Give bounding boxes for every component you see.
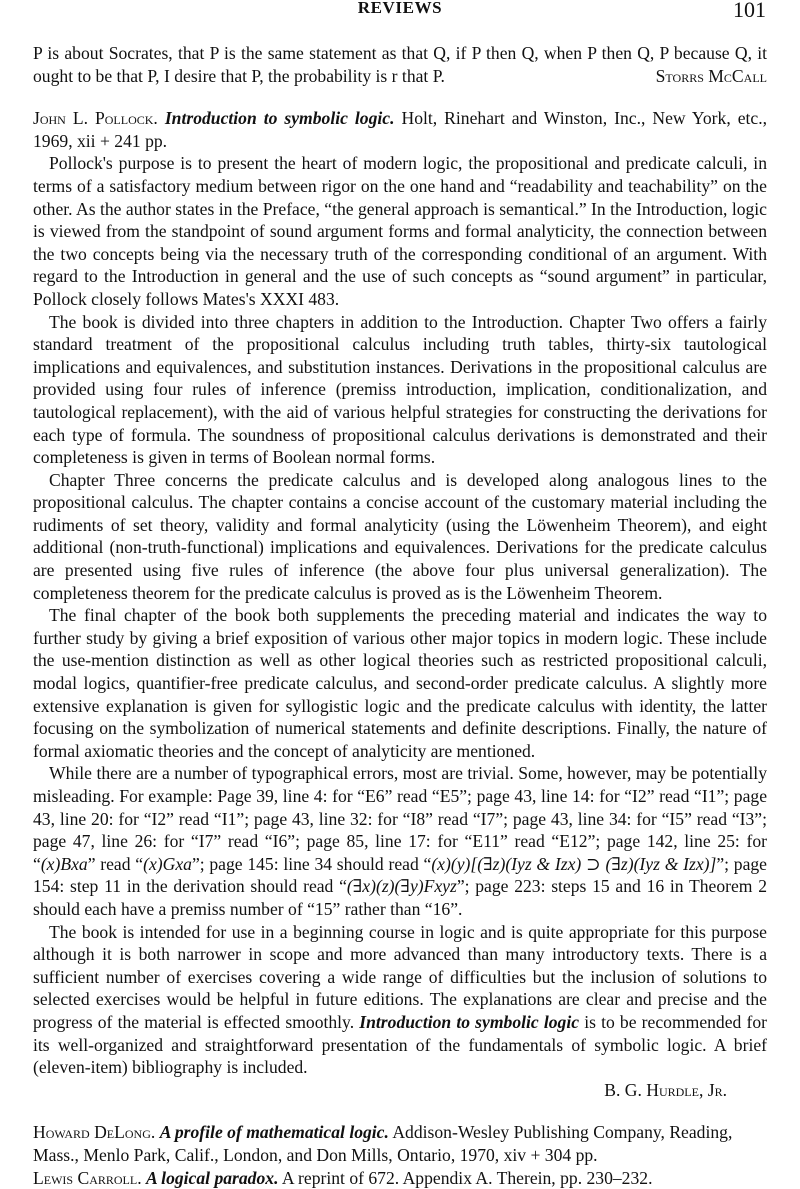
reviewer-signature-hurdle: B. G. Hurdle, Jr. <box>33 1079 767 1102</box>
review-publisher: Holt, Rinehart and Winston, Inc., New York, etc., 1969, xii + 241 pp. <box>33 108 767 151</box>
errata-text-g: ”; page 154: step 11 in the derivation should read “ <box>33 854 767 897</box>
errata-text-i: ”; page 223: steps 15 and 16 in Theorem 2 should each have a premiss number of “15” rather than “16”. <box>33 876 767 919</box>
reviewer-signature-mccall: Storrs McCall <box>656 65 767 88</box>
entry-delong-author: Howard DeLong. <box>33 1122 155 1142</box>
entry-carroll <box>33 1167 767 1189</box>
previous-review-tail <box>33 42 767 87</box>
review-paragraph-6 <box>33 921 767 1079</box>
review-citation <box>33 107 767 152</box>
formula-page-145: (x)(y)[(∃z)(Iyz & Izx) ⊃ (∃z)(Iyz & Izx)] <box>431 854 716 874</box>
review-book-title: Introduction to symbolic logic. <box>165 108 395 128</box>
entry-carroll-author: Lewis Carroll. <box>33 1168 142 1188</box>
running-title: REVIEWS <box>0 0 800 18</box>
review-paragraph-3: Chapter Three concerns the predicate calculus and is developed along analogous lines to the propositional calculus. The chapter contains a concise account of the customary material including the rudiments of set theory, validity and formal analyticity (using the Löwenheim Theorem), and eight additional (non-truth-functional) implications and equivalences. Derivations for the predicate calculus are presented using five rules of inference (the above four plus universal generalization). The completeness theorem for the predicate calculus is proved as is the Löwenheim Theorem. <box>33 469 767 605</box>
formula-xbxa: (x)Bxa <box>41 854 88 874</box>
conclusion-text-b: is to be recommended for its well-organized and straightforward presentation of the fundamentals of symbolic logic. A brief (eleven-item) bibliography is included. <box>33 1012 767 1077</box>
page-number: 101 <box>733 0 766 23</box>
review-paragraph-5-errata <box>33 762 767 920</box>
entry-carroll-title: A logical paradox. <box>146 1168 278 1188</box>
conclusion-book-title: Introduction to symbolic logic <box>359 1012 579 1032</box>
review-paragraph-2: The book is divided into three chapters in addition to the Introduction. Chapter Two offers a fairly standard treatment of the propositional calculus including truth tables, thirty-six tautological implications and equivalences, and substitution instances. Derivations in the propositional calculus are provided using four rules of inference (premiss introduction, implication, conditionalization, and tautological replacement), with the aid of various helpful strategies for constructing the derivations for each type of formula. The soundness of propositional calculus derivations is demonstrated and their completeness is given in terms of Boolean normal forms. <box>33 311 767 469</box>
errata-text-c: ” read “ <box>88 854 143 874</box>
formula-page-154: (∃x)(z)(∃y)Fxyz <box>347 876 457 896</box>
previous-review-text: P is about Socrates, that P is the same statement as that Q, if P then Q, when P then Q, P because Q, it ought to be that P, I desire that P, the probability is r that P. <box>33 43 767 86</box>
formula-xgxa: (x)Gxa <box>143 854 192 874</box>
errata-text-e: ”; page 145: line 34 should read “ <box>192 854 431 874</box>
running-head <box>0 0 800 20</box>
review-paragraph-1: Pollock's purpose is to present the heart of modern logic, the propositional and predicate calculi, in terms of a satisfactory medium between rigor on the one hand and “readability and teachability” on the other. As the author states in the Preface, “the general approach is semantical.” In the Introduction, logic is viewed from the standpoint of sound argument forms and formal analyticity, the connection between the two concepts being via the necessary truth of the corresponding conditional of an argument. With regard to the Introduction in general and the use of such concepts as “sound argument” in particular, Pollock closely follows Mates's XXXI 483. <box>33 152 767 310</box>
entry-carroll-note: A reprint of 672. Appendix A. Therein, pp. 230–232. <box>282 1168 653 1188</box>
entry-delong-publisher: Addison-Wesley Publishing Company, Reading, Mass., Menlo Park, Calif., London, and Don Mills, Ontario, 1970, xiv + 304 pp. <box>33 1122 732 1165</box>
review-author: John L. Pollock. <box>33 108 158 128</box>
errata-text-a: While there are a number of typographical errors, most are trivial. Some, however, may be potentially misleading. For example: Page 39, line 4: for “E6” read “E5”; page 43, line 14: for “I2” read “I1”; page 43, line 20: for “I2” read “I1”; page 43, line 32: for “I8” read “I7”; page 43, line 34: for “I5” read “I3”; page 47, line 26: for “I7” read “I6”; page 85, line 17: for “E11” read “E12”; page 142, line 25: for “ <box>33 763 767 873</box>
page-body <box>33 42 767 1189</box>
review-paragraph-4: The final chapter of the book both supplements the preceding material and indicates the way to further study by giving a brief exposition of various other major topics in modern logic. These include the use-mention distinction as well as other logical theories such as restricted propositional calculi, modal logics, quantifier-free predicate calculus, and second-order predicate calculus. A slightly more extensive explanation is given for syllogistic logic and the predicate calculus with identity, the latter focusing on the symbolization of numerical statements and definite descriptions. Finally, the nature of formal axiomatic theories and the concept of analyticity are mentioned. <box>33 604 767 762</box>
conclusion-text-a: The book is intended for use in a beginning course in logic and is quite appropriate for this purpose although it is both narrower in scope and more advanced than many introductory texts. There is a sufficient number of exercises covering a wide range of difficulties but the inclusion of solutions to selected exercises would be helpful in future editions. The explanations are clear and precise and the progress of the material is effected smoothly. <box>33 922 767 1032</box>
entry-delong-title: A profile of mathematical logic. <box>160 1122 389 1142</box>
entry-delong <box>33 1121 767 1166</box>
